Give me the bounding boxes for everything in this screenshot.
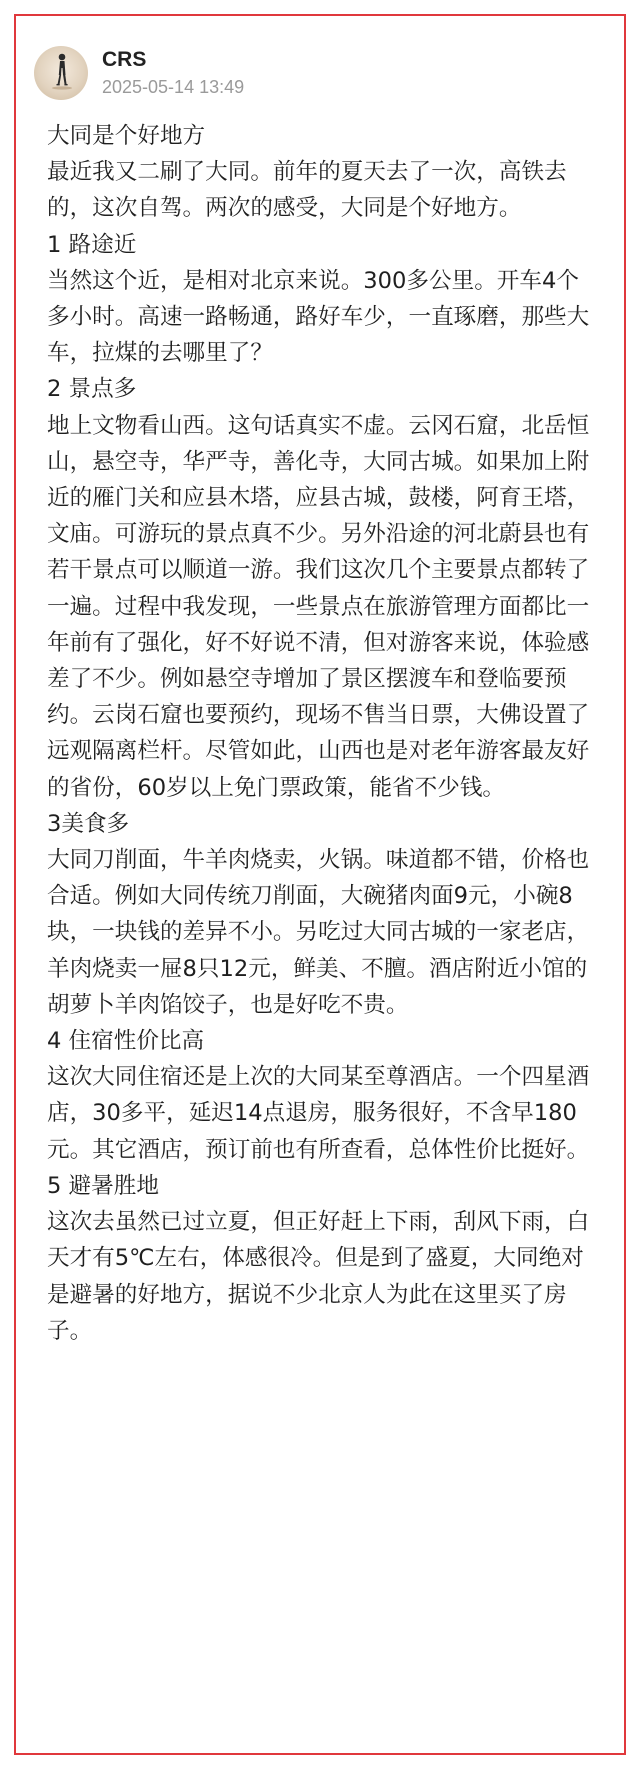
post-paragraph: 这次大同住宿还是上次的大同某至尊酒店。一个四星酒店，30多平，延迟14点退房，服务很好，不含早180元。其它酒店，预订前也有所查看，总体性价比挺好。 — [47, 1064, 590, 1163]
section-heading: 1 路途近 — [47, 231, 137, 258]
post-meta — [102, 47, 244, 99]
post-body — [47, 118, 597, 1349]
username[interactable]: CRS — [102, 48, 147, 71]
section-heading: 2 景点多 — [47, 376, 137, 403]
post-paragraph: 地上文物看山西。这句话真实不虚。云冈石窟，北岳恒山，悬空寺，华严寺，善化寺，大同古城。如果加上附近的雁门关和应县木塔，应县古城，鼓楼，阿育王塔，文庙。可游玩的景点真不少。另外沿途的河北蔚县也有若干景点可以顺道一游。我们这次几个主要景点都转了一遍。过程中我发现，一些景点在旅游管理方面都比一年前有了强化，好不好说不清，但对游客来说，体验感差了不少。例如悬空寺增加了景区摆渡车和登临要预约。云岗石窟也要预约，现场不售当日票，大佛设置了远观隔离栏杆。尽管如此，山西也是对老年游客最友好的省份，60岁以上免门票政策，能省不少钱。 — [47, 412, 590, 801]
post-header — [34, 46, 244, 100]
post-paragraph: 这次去虽然已过立夏，但正好赶上下雨，刮风下雨，白天才有5℃左右，体感很冷。但是到了盛夏，大同绝对是避暑的好地方，据说不少北京人为此在这里买了房子。 — [47, 1209, 590, 1344]
post-paragraph: 当然这个近，是相对北京来说。300多公里。开车4个多小时。高速一路畅通，路好车少，一直琢磨，那些大车，拉煤的去哪里了？ — [47, 267, 590, 367]
walking-figure-icon — [34, 46, 88, 100]
post-paragraph: 大同刀削面，牛羊肉烧卖，火锅。味道都不错，价格也合适。例如大同传统刀削面，大碗猪肉面9元，小碗8块，一块钱的差异不小。另吃过大同古城的一家老店，羊肉烧卖一屉8只12元，鲜美、不膻。酒店附近小馆的胡萝卜羊肉馅饺子，也是好吃不贵。 — [47, 847, 590, 1018]
section-heading: 4 住宿性价比高 — [47, 1028, 205, 1055]
post-title: 大同是个好地方 — [47, 123, 206, 149]
post-timestamp: 2025-05-14 13:49 — [102, 77, 245, 97]
section-heading: 5 避暑胜地 — [47, 1172, 159, 1199]
post-paragraph: 最近我又二刷了大同。前年的夏天去了一次，高铁去的，这次自驾。两次的感受，大同是个好地方。 — [47, 159, 567, 222]
section-heading: 3美食多 — [47, 810, 130, 837]
avatar[interactable] — [34, 46, 88, 100]
